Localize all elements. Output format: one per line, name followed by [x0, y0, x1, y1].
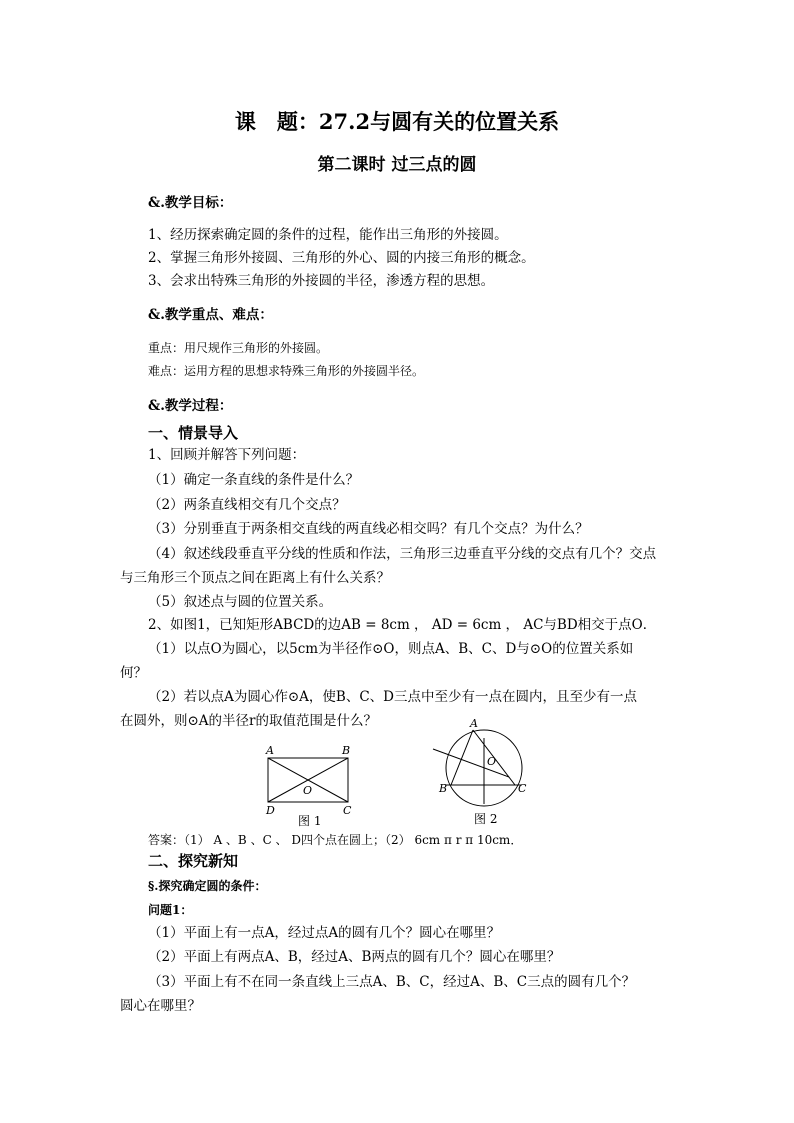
part1-line-2: （1）确定一条直线的条件是什么？ — [148, 472, 360, 488]
goal-item-3: 3、会求出特殊三角形的外接圆的半径，渗透方程的思想。 — [148, 273, 495, 289]
fig2-label-o: O — [487, 755, 497, 768]
part1-line-6: 与三角形三个顶点之间在距离上有什么关系？ — [120, 570, 390, 586]
answer-line: 答案：（1） A 、B 、C 、 D四个点在圆上；（2） 6cm π r π 10cm． — [148, 833, 523, 847]
part1-line-12: 在圆外，则⊙A的半径r的取值范围是什么？ — [120, 713, 378, 729]
fig1-label-b: B — [342, 744, 351, 757]
difficult-point: 难点：运用方程的思想求特殊三角形的外接圆半径。 — [148, 364, 425, 378]
part2-heading: 二、探究新知 — [148, 852, 239, 870]
fig2-label-b: B — [439, 782, 448, 795]
fig1-label-a: A — [266, 744, 274, 757]
part1-line-9: （1）以点O为圆心，以5cm为半径作⊙O，则点A、B、C、D与⊙O的位置关系如 — [148, 641, 634, 657]
part1-line-8: 2、如图1，已知矩形ABCD的边AB = 8cm ， AD = 6cm ， AC与BD相交于点O． — [148, 617, 657, 633]
figure-1-rectangle — [258, 742, 358, 820]
part1-heading: 一、情景导入 — [148, 424, 239, 442]
fig2-label-a: A — [470, 718, 478, 730]
page-subtitle: 第二课时 过三点的圆 — [317, 155, 477, 175]
question1-line-3: （3）平面上有不在同一条直线上三点A、B、C，经过A、B、C三点的圆有几个？ — [148, 974, 636, 990]
part1-line-4: （3）分别垂直于两条相交直线的两直线必相交吗？有几个交点？为什么？ — [148, 521, 589, 537]
goal-item-1: 1、经历探索确定圆的条件的过程，能作出三角形的外接圆。 — [148, 227, 508, 243]
figure-1-caption: 图 1 — [298, 814, 322, 828]
side-ab — [451, 730, 473, 785]
part1-line-3: （2）两条直线相交有几个交点？ — [148, 497, 346, 513]
process-heading: &.教学过程： — [148, 398, 233, 414]
part1-line-10: 何？ — [120, 665, 147, 681]
explore-heading: §.探究确定圆的条件： — [148, 879, 267, 893]
fig2-label-c: C — [518, 782, 527, 795]
fig1-label-c: C — [343, 804, 352, 817]
question1-line-2: （2）平面上有两点A、B，经过A、B两点的圆有几个？圆心在哪里？ — [148, 949, 561, 965]
part1-line-5: （4）叙述线段垂直平分线的性质和作法，三角形三边垂直平分线的交点有几个？交点 — [148, 546, 657, 562]
question1-line-1: （1）平面上有一点A，经过点A的圆有几个？圆心在哪里？ — [148, 925, 501, 941]
part1-line-7: （5）叙述点与圆的位置关系。 — [148, 594, 333, 610]
figure-2-circle — [425, 718, 540, 813]
fig1-label-d: D — [266, 804, 275, 817]
figure-2-caption: 图 2 — [474, 812, 498, 826]
question1-line-4: 圆心在哪里？ — [120, 998, 201, 1014]
page-title: 课 题：27.2与圆有关的位置关系 — [234, 109, 560, 134]
fig1-label-o: O — [303, 784, 313, 797]
part1-line-11: （2）若以点A为圆心作⊙A，使B、C、D三点中至少有一点在圆内，且至少有一点 — [148, 689, 637, 705]
question1-heading: 问题1： — [148, 903, 193, 917]
part1-line-1: 1、回顾并解答下列问题： — [148, 447, 306, 463]
key-heading: &.教学重点、难点： — [148, 307, 273, 323]
key-point: 重点：用尺规作三角形的外接圆。 — [148, 341, 329, 355]
goal-item-2: 2、掌握三角形外接圆、三角形的外心、圆的内接三角形的概念。 — [148, 250, 535, 266]
goals-heading: &.教学目标： — [148, 195, 233, 211]
